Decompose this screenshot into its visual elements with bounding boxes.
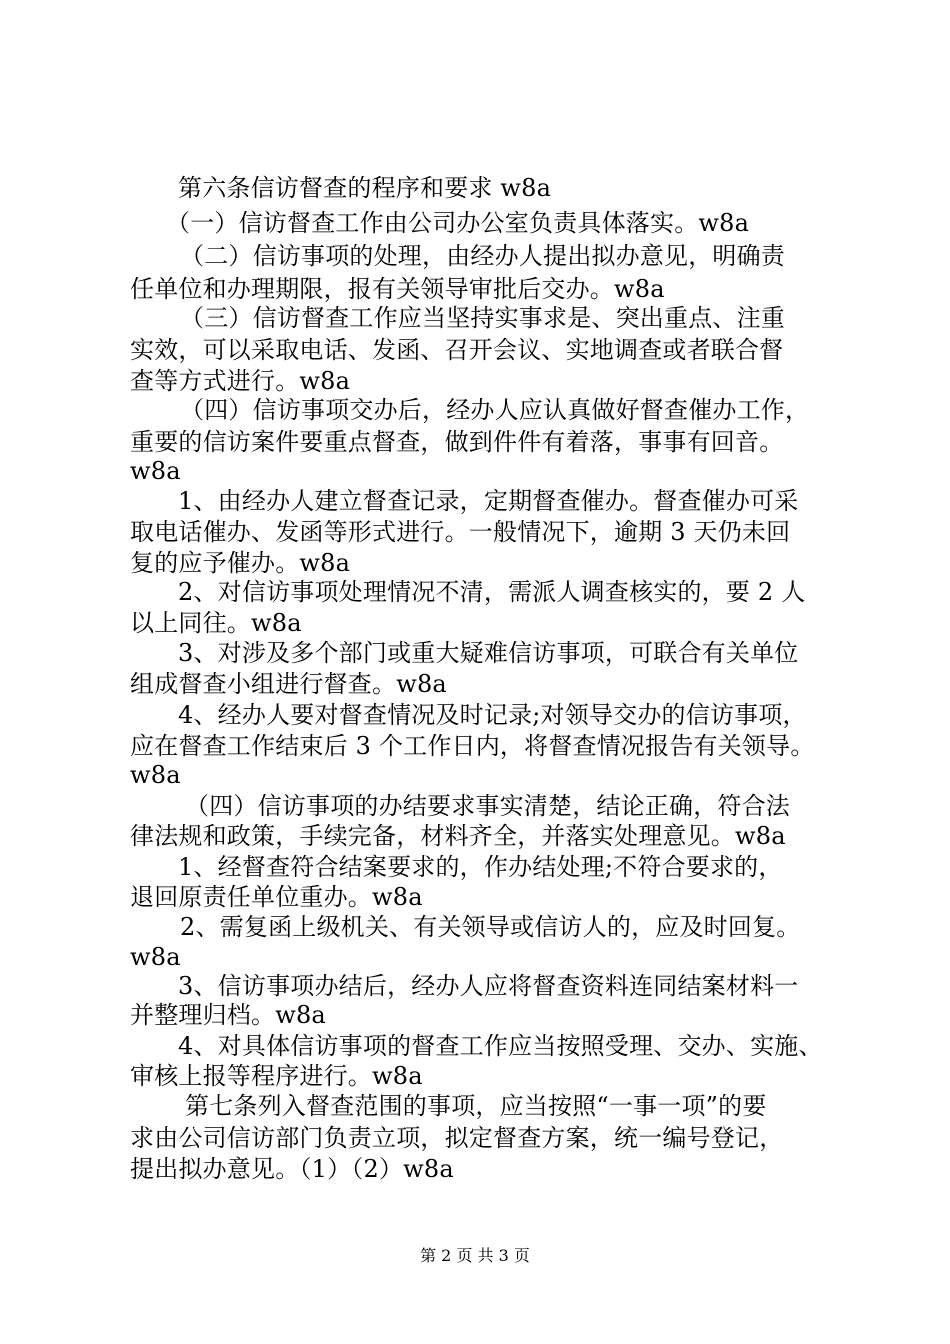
text-line: 1、经督查符合结案要求的，作办结处理;不符合要求的， xyxy=(178,853,783,881)
text-line: w8a xyxy=(130,761,181,789)
text-line: 4、经办人要对督查情况及时记录;对领导交办的信访事项， xyxy=(178,701,807,729)
text-line: 3、对涉及多个部门或重大疑难信访事项，可联合有关单位 xyxy=(178,639,799,667)
text-line: 审核上报等程序进行。w8a xyxy=(130,1062,423,1090)
text-line: 求由公司信访部门负责立项，拟定督查方案，统一编号登记， xyxy=(130,1124,784,1152)
text-line: 提出拟办意见。（1）（2）w8a xyxy=(130,1155,454,1183)
text-line: （四）信访事项交办后，经办人应认真做好督查催办工作， xyxy=(180,396,810,424)
text-line: （一）信访督查工作由公司办公室负责具体落实。w8a xyxy=(166,209,750,237)
text-line: 以上同往。w8a xyxy=(130,609,302,637)
text-line: 重要的信访案件要重点督查，做到件件有着落，事事有回音。 xyxy=(130,428,784,456)
text-line: 4、对具体信访事项的督查工作应当按照受理、交办、实施、 xyxy=(178,1032,823,1060)
text-line: 3、信访事项办结后，经办人应将督查资料连同结案材料一 xyxy=(178,972,799,1000)
text-line: 并整理归档。w8a xyxy=(130,1001,326,1029)
text-line: 退回原责任单位重办。w8a xyxy=(130,883,423,911)
text-line: 任单位和办理期限，报有关领导审批后交办。w8a xyxy=(130,275,665,303)
text-line: w8a xyxy=(130,943,181,971)
text-line: 2、需复函上级机关、有关领导或信访人的，应及时回复。 xyxy=(180,913,801,941)
text-line: 应在督查工作结束后 3 个工作日内，将督查情况报告有关领导。 xyxy=(130,732,815,760)
text-line: 查等方式进行。w8a xyxy=(130,367,351,395)
text-line: （二）信访事项的处理，由经办人提出拟办意见，明确责 xyxy=(180,242,785,270)
text-line: （四）信访事项的办结要求事实清楚，结论正确，符合法 xyxy=(185,792,790,820)
text-line: （三）信访督查工作应当坚持实事求是、突出重点、注重 xyxy=(180,304,785,332)
text-line: 实效，可以采取电话、发函、召开会议、实地调查或者联合督 xyxy=(130,336,784,364)
text-line: 复的应予催办。w8a xyxy=(130,549,351,577)
text-line: w8a xyxy=(130,457,181,485)
text-line: 第六条信访督查的程序和要求 w8a xyxy=(178,174,552,202)
text-line: 1、由经办人建立督查记录，定期督查催办。督查催办可采 xyxy=(178,487,799,515)
text-line: 第七条列入督查范围的事项，应当按照“一事一项”的要 xyxy=(185,1092,767,1120)
text-line: 取电话催办、发函等形式进行。一般情况下，逾期 3 天仍未回 xyxy=(130,518,791,546)
text-line: 组成督查小组进行督查。w8a xyxy=(130,670,447,698)
page-number-footer: 第 2 页 共 3 页 xyxy=(420,1246,530,1265)
text-line: 律法规和政策，手续完备，材料齐全，并落实处理意见。w8a xyxy=(130,822,786,850)
text-line: 2、对信访事项处理情况不清，需派人调查核实的，要 2 人 xyxy=(178,578,806,606)
